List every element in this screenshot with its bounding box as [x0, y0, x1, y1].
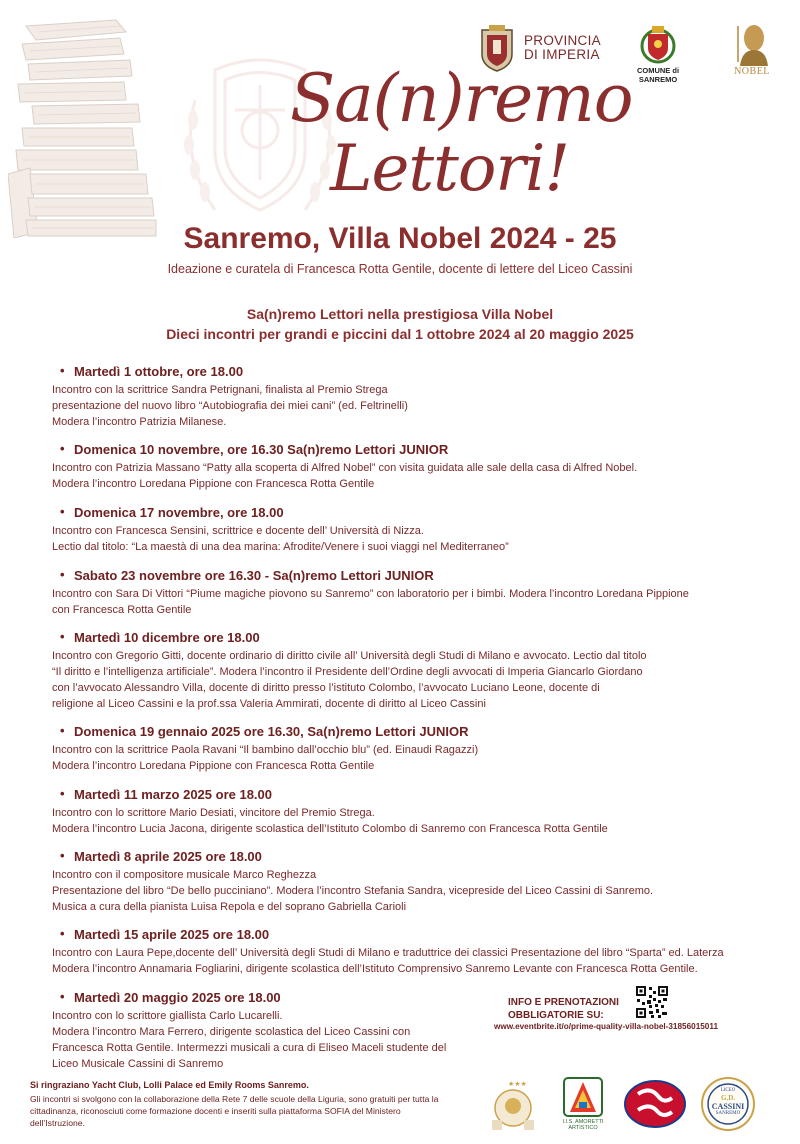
event-text: Lectio dal titolo: “La maestà di una dea marina: Afrodite/Venere i suoi viaggi nel Mediterraneo” [52, 541, 509, 553]
event-heading: • Sabato 23 novembre ore 16.30 - Sa(n)remo Lettori JUNIOR [52, 568, 772, 583]
cassini-logo-line: SANREMO [715, 1111, 741, 1116]
event-item [52, 724, 772, 774]
event-heading: • Martedì 10 dicembre ore 18.00 [52, 630, 772, 645]
event-item [52, 568, 772, 618]
main-title-line1: Sa(n)remo [290, 60, 633, 137]
event-text: presentazione del nuovo libro “Autobiografia dei miei cani” (ed. Feltrinelli) [52, 400, 408, 412]
footer-note: Gli incontri si svolgono con la collaborazione della Rete 7 delle scuole della Liguria, sono gratuiti per tutta la cittadinanza, riconosciuti come formazione docenti e inseriti sulla piattaforma SOFIA del Ministero dell’Istruzione. [30, 1094, 439, 1128]
event-text: Incontro con la scrittrice Sandra Petrignani, finalista al Premio Strega [52, 384, 388, 396]
event-text: Modera l’incontro Patrizia Milanese. [52, 416, 227, 428]
event-item [52, 364, 772, 430]
event-text: Incontro con lo scrittore giallista Carlo Lucarelli. [52, 1010, 283, 1022]
event-text: con Francesca Rotta Gentile [52, 604, 192, 616]
event-item [52, 787, 772, 837]
event-heading: • Domenica 19 gennaio 2025 ore 16.30, Sa(n)remo Lettori JUNIOR [52, 724, 772, 739]
event-text: Modera l’incontro Loredana Pippione con Francesca Rotta Gentile [52, 760, 375, 772]
booking-info [508, 996, 619, 1022]
event-text: Incontro con Sara Di Vittori “Piume magiche piovono su Sanremo” con laboratorio per i bimbi. Modera l’incontro Loredana Pippione [52, 588, 689, 600]
booking-url-link[interactable]: www.eventbrite.it/o/prime-quality-villa-nobel-31856015011 [494, 1022, 719, 1031]
event-heading: • Martedì 8 aprile 2025 ore 18.00 [52, 849, 772, 864]
event-text: Modera l’incontro Loredana Pippione con Francesca Rotta Gentile [52, 478, 375, 490]
event-heading: • Martedì 15 aprile 2025 ore 18.00 [52, 927, 772, 942]
credit-line: Ideazione e curatela di Francesca Rotta Gentile, docente di lettere del Liceo Cassini [167, 262, 633, 276]
amoretti-logo [558, 1076, 608, 1134]
booking-line2: OBBLIGATORIE SU: [508, 1010, 604, 1021]
event-heading: • Domenica 10 novembre, ore 16.30 Sa(n)remo Lettori JUNIOR [52, 442, 772, 457]
event-text: Liceo Musicale Cassini di Sanremo [52, 1058, 224, 1070]
main-title-line2: Lettori! [330, 132, 570, 206]
event-item [52, 630, 772, 712]
intro-line2: Dieci incontri per grandi e piccini dal 1 ottobre 2024 al 20 maggio 2025 [166, 326, 634, 342]
lolli-palace-logo [484, 1076, 542, 1134]
event-text: Modera l’incontro Annamaria Fogliarini, dirigente scolastica dell’Istituto Comprensivo Sanremo Levante con Francesca Rotta Gentile. [52, 963, 698, 975]
event-text: Incontro con lo scrittore Mario Desiati, vincitore del Premio Strega. [52, 807, 375, 819]
thanks-line: Si ringraziano Yacht Club, Lolli Palace ed Emily Rooms Sanremo. [30, 1080, 309, 1090]
event-item [52, 442, 772, 492]
amoretti-mark-icon [562, 1076, 604, 1118]
event-text: Incontro con Gregorio Gitti, docente ordinario di diritto civile all’ Università degli Studi di Milano e avvocato. Lectio dal titolo [52, 650, 647, 662]
nobel-logo [728, 22, 776, 80]
intro-line1: Sa(n)remo Lettori nella prestigiosa Villa Nobel [246, 306, 554, 322]
booking-line1: INFO E PRENOTAZIONI [508, 997, 619, 1008]
cassini-logo-line: G.D. [721, 1094, 735, 1102]
comune-crest-icon [638, 24, 678, 64]
event-text: Incontro con il compositore musicale Marco Reghezza [52, 869, 317, 881]
event-heading: • Martedì 11 marzo 2025 ore 18.00 [52, 787, 772, 802]
event-text: Modera l’incontro Mara Ferrero, dirigente scolastica del Liceo Cassini con [52, 1026, 411, 1038]
cassini-logo-line: LICEO [720, 1088, 736, 1093]
event-item [52, 849, 772, 915]
event-text: Incontro con Laura Pepe,docente dell’ Università degli Studi di Milano e traduttrice dei classici Presentazione del libro “Sparta” ed. Laterza [52, 947, 724, 959]
books-illustration [8, 18, 158, 238]
provincia-line1: PROVINCIA [524, 33, 601, 48]
comune-logo-text: COMUNE di SANREMO [636, 66, 680, 84]
cassini-logo [700, 1076, 756, 1132]
intro-block [0, 304, 800, 344]
event-text: Modera l’incontro Lucia Jacona, dirigente scolastica dell’Istituto Colombo di Sanremo con Francesca Rotta Gentile [52, 823, 608, 835]
event-item [52, 990, 482, 1072]
event-text: Musica a cura della pianista Luisa Repola e del soprano Gabriella Carioli [52, 901, 407, 913]
nobel-logo-text: NOBEL [734, 66, 770, 77]
event-text: Incontro con Francesca Sensini, scrittrice e docente dell’ Università di Nizza. [52, 525, 424, 537]
event-text: Incontro con Patrizia Massano “Patty alla scoperta di Alfred Nobel” con visita guidata alle sale della casa di Alfred Nobel. [52, 462, 638, 474]
cassini-logo-text [700, 1088, 756, 1117]
event-text: “Il diritto e l’intelligenza artificiale”. Modera l’incontro il Presidente dell’Ordine degli avvocati di Imperia Giancarlo Giordano [52, 666, 643, 678]
event-heading: • Domenica 17 novembre, ore 18.00 [52, 505, 772, 520]
event-text: Francesca Rotta Gentile. Intermezzi musicali a cura di Eliseo Maceli studente del [52, 1042, 447, 1054]
svg-text:★★★: ★★★ [508, 1080, 527, 1088]
event-text: con l’avvocato Alessandro Villa, docente di diritto presso l’istituto Colombo, l’avvocato Luciano Leone, docente di [52, 682, 600, 694]
event-item [52, 927, 772, 977]
event-text: Incontro con la scrittrice Paola Ravani “Il bambino dall’occhio blu” (ed. Einaudi Ragazzi) [52, 744, 479, 756]
event-heading: • Martedì 20 maggio 2025 ore 18.00 [52, 990, 482, 1005]
school-network-logo [624, 1080, 686, 1128]
nobel-bust-icon [734, 22, 770, 66]
event-item [52, 505, 772, 555]
event-text: religione al Liceo Cassini e la prof.ssa Valeria Ammirati, docente di diritto al Liceo Cassini [52, 698, 486, 710]
amoretti-logo-text: I.I.S. AMORETTI ARTISTICO [562, 1119, 604, 1131]
qr-code-icon[interactable] [635, 985, 669, 1019]
event-heading: • Martedì 1 ottobre, ore 18.00 [52, 364, 772, 379]
cassini-logo-line: CASSINI [711, 1102, 745, 1111]
event-text: Presentazione del libro “De bello pucciniano”. Modera l’incontro Stefania Sandra, vicepreside del Liceo Cassini di Sanremo. [52, 885, 654, 897]
page-subtitle: Sanremo, Villa Nobel 2024 - 25 [183, 222, 617, 255]
provincia-line2: DI IMPERIA [524, 47, 600, 62]
